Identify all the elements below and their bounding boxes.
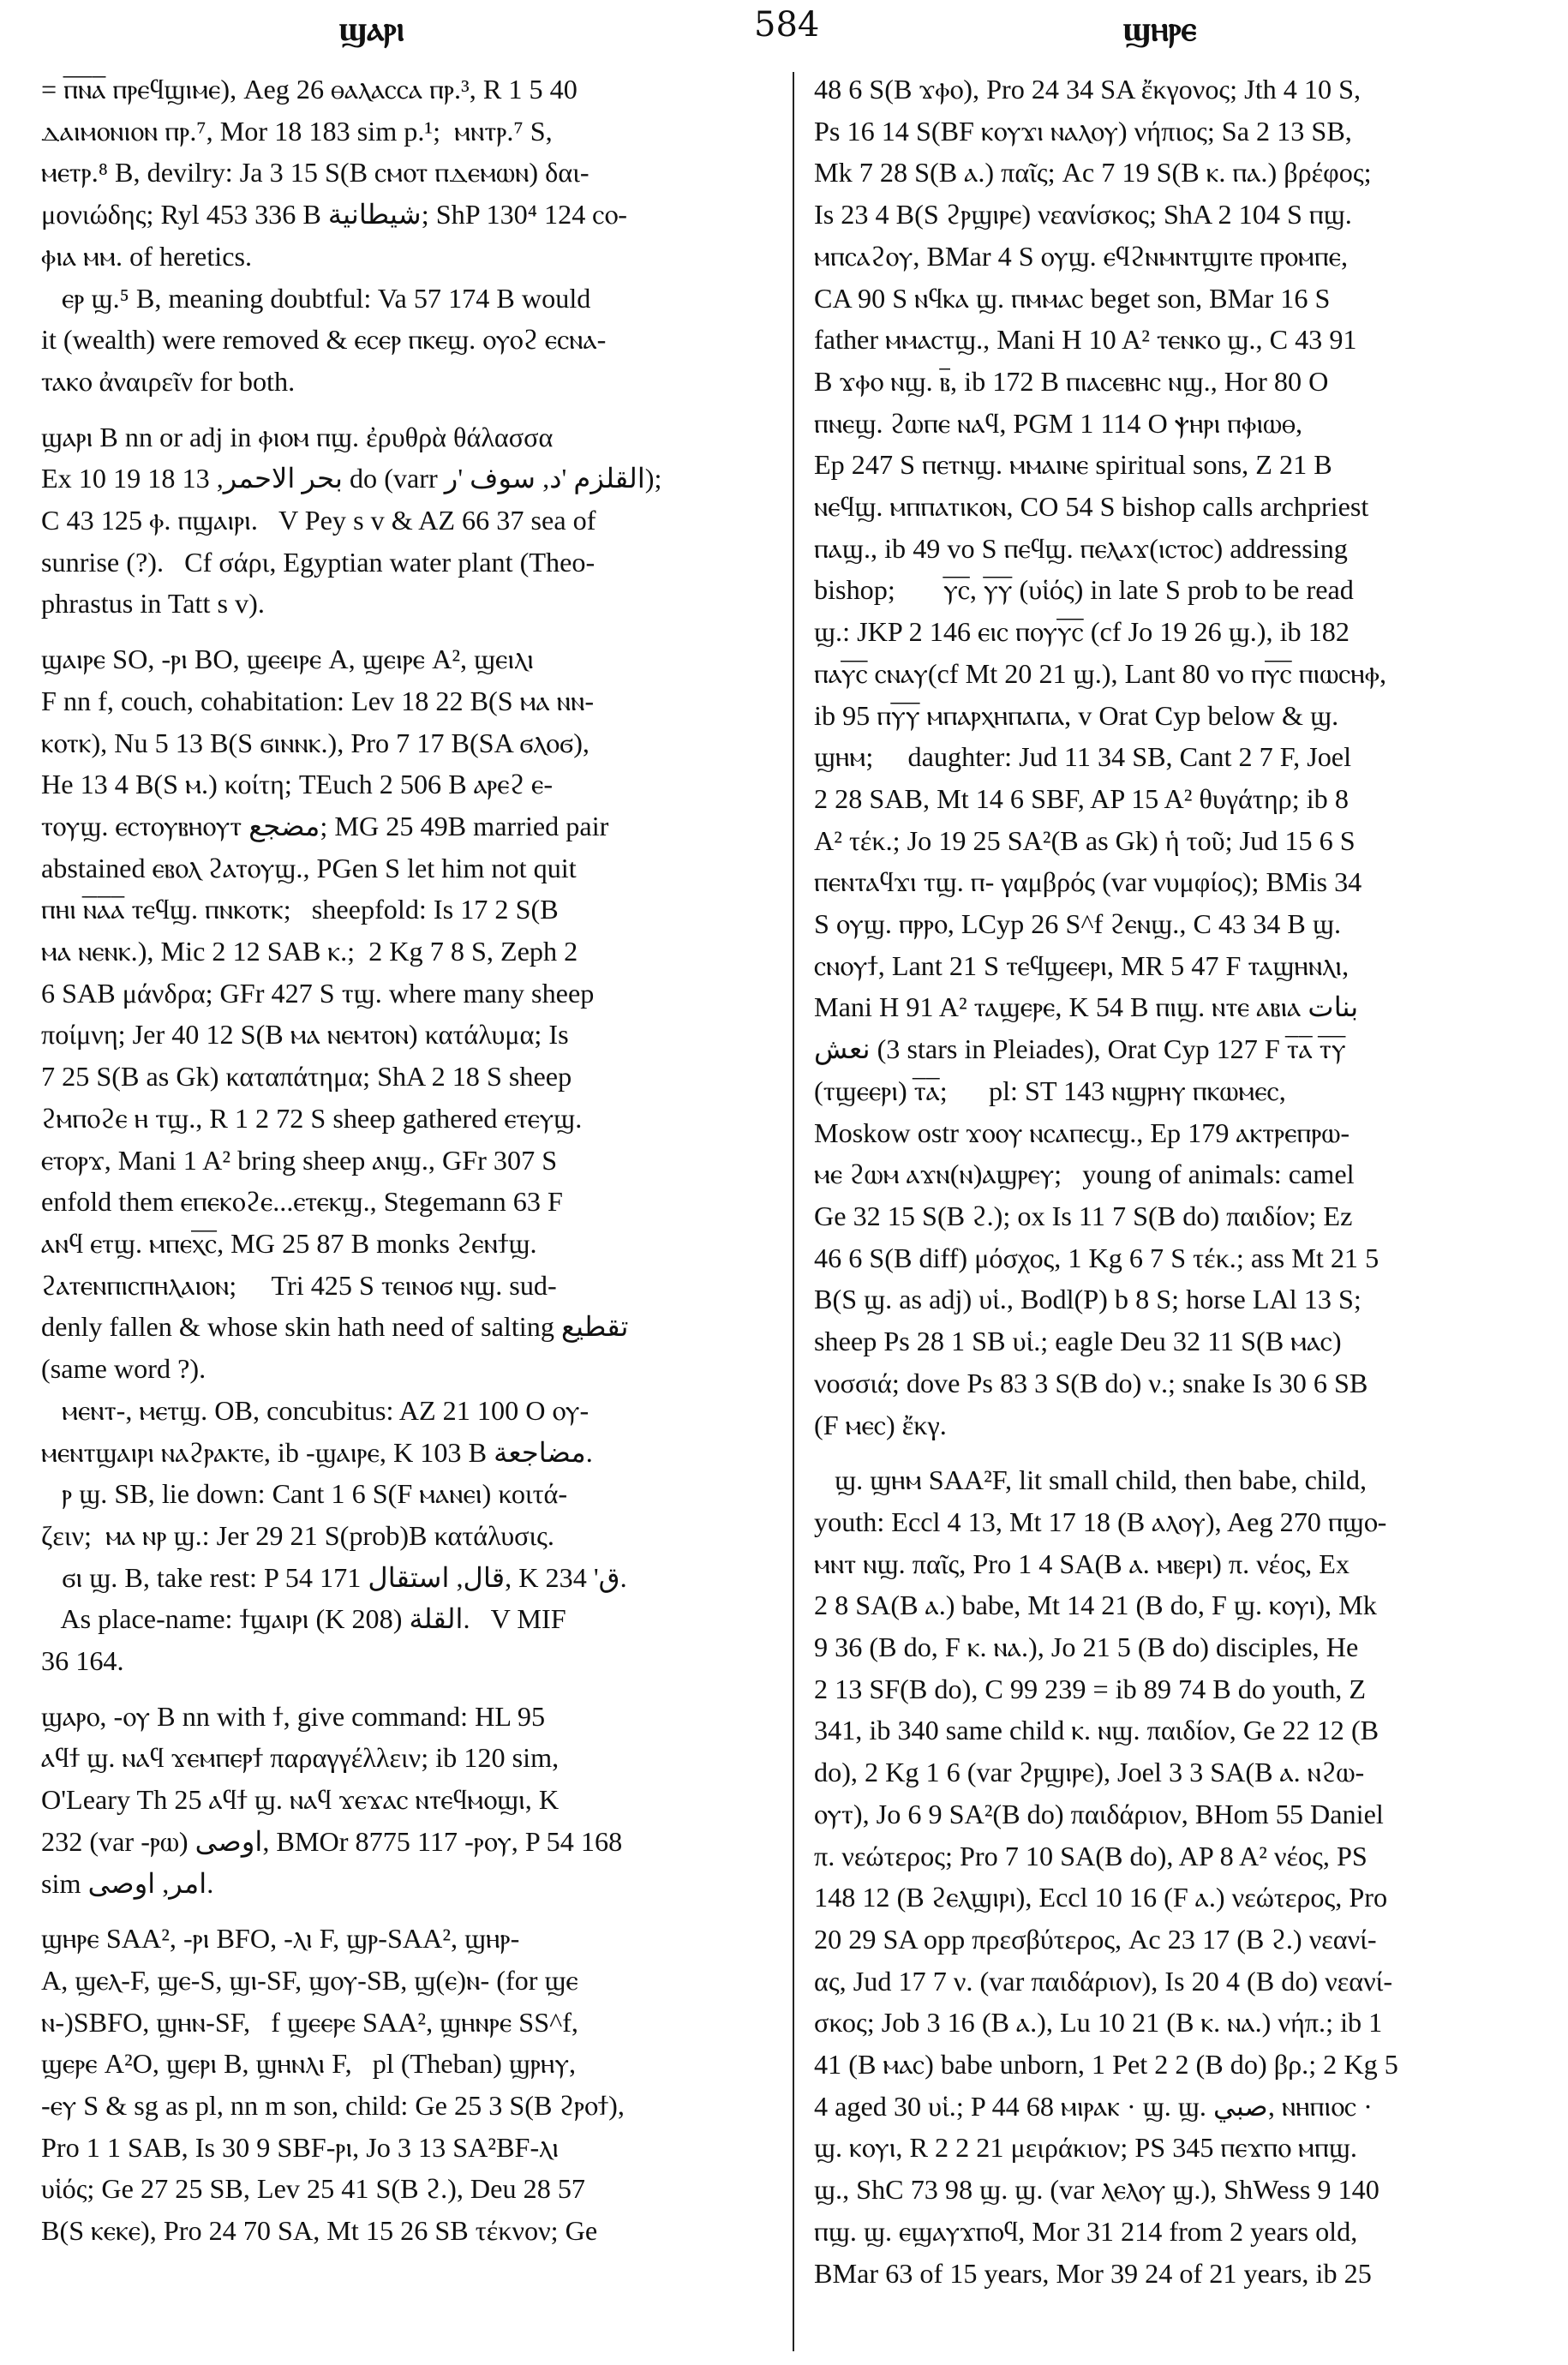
text-line: ας, Jud 17 7 ν. (var παιδάριον), Is 20 4 (B do) νεανί- [814,1965,1393,1997]
text-line: ϣⲁⲣⲓ B nn or adj in ⲫⲓⲟⲙ ⲡϣ. ἐρυθρὰ θάλασσα [41,421,554,452]
text-line: ⲡⲁϣ., ib 49 vo S ⲡⲉϥϣ. ⲡⲉⲗⲁϫ(ⲓⲥⲧⲟⲥ) addressing [814,532,1348,564]
text-line [41,1682,778,1696]
text-line: BMar 63 of 15 years, Mor 39 24 of 21 years, ib 25 [814,2257,1372,2289]
text-line: C 43 125 ⲫ. ⲡϣⲁⲓⲣⲓ. V Pey s v & AZ 66 37 sea of [41,505,596,536]
text-line: F nn f, couch, cohabitation: Lev 18 22 B(S ⲙⲁ ⲛⲛ- [41,685,595,716]
text-line: Pro 1 1 SAB, Is 30 9 SBF-ⲣⲓ, Jo 3 13 SA²BF-ⲗⲓ [41,2131,559,2163]
text-line: ib 95 ⲡⲩ̅ⲩ̅ ⲙⲡⲁⲣⲭⲏⲡⲁⲡⲁ, v Orat Cyp below & ϣ. [814,699,1339,731]
text-line: 41 (B ⲙⲁⲥ) babe unborn, 1 Pet 2 2 (B do) βρ.; 2 Kg 5 [814,2049,1398,2081]
text-line: ⲙⲉⲛⲧ-, ⲙⲉⲧϣ. OB, concubitus: AZ 21 100 O ⲟⲩ- [41,1394,589,1426]
text-line: phrastus in Tatt s v). [41,588,265,620]
text-line: ⲉⲣ ϣ.⁵ B, meaning doubtful: Va 57 174 B would [41,282,591,314]
text-line: Ep 247 S ⲡⲉⲧⲛϣ. ⲙⲙⲁⲓⲛⲉ spiritual sons, Z 21 B [814,449,1332,481]
text-line [814,1446,1535,1459]
text-line: (F ⲙⲉⲥ) ἔκγ. [814,1409,947,1440]
text-line: ϣⲁⲣⲟ, -ⲟⲩ B nn with ϯ, give command: HL 95 [41,1700,546,1732]
text-line: 341, ib 340 same child ⲕ. ⲛϣ. παιδίον, Ge 22 12 (B [814,1715,1379,1746]
page-header [0,5,1568,65]
text-line [41,1904,778,1918]
text-line: 232 (var -ⲣⲱ) اوصى, BMOr 8775 117 -ⲣⲟⲩ, P 54 168 [41,1825,623,1857]
text-line: 36 164. [41,1645,124,1677]
text-line [41,625,778,638]
text-line: Ps 16 14 S(BF ⲕⲟⲩϫⲓ ⲛⲁⲗⲟⲩ) νήπιος; Sa 2 13 SB, [814,115,1352,147]
text-line: 2 28 SAB, Mt 14 6 SBF, AP 15 A² θυγάτηρ; ib 8 [814,782,1349,814]
text-line: Mk 7 28 S(B ⲁ.) παῖς; Ac 7 19 S(B ⲕ. ⲡⲁ.) βρέφος; [814,157,1372,189]
text-line: ⲡⲛⲉϣ. ϩⲱⲡⲉ ⲛⲁϥ, PGM 1 114 O ⲯⲏⲣⲓ ⲡⲫⲓⲱⲑ, [814,407,1302,439]
text-line: A, ϣⲉⲗ-F, ϣⲉ-S, ϣⲓ-SF, ϣⲟⲩ-SB, ϣ(ⲉ)ⲛ- (for ϣⲉ [41,1964,578,1996]
text-line: bishop; ⲩ̅ⲥ̅, ⲩ̅ⲩ̅ (υἱός) in late S prob to be read [814,574,1354,606]
text-line: CA 90 S ⲛϥⲕⲁ ϣ. ⲡⲙⲙⲁⲥ beget son, BMar 16 S [814,282,1331,314]
text-line: B(S ⲕⲉⲕⲉ), Pro 24 70 SA, Mt 15 26 SB τέκνον; Ge [41,2215,598,2247]
text-line: ⲉⲧⲟⲣϫ, Mani 1 A² bring sheep ⲁⲛϣ., GFr 307 S [41,1144,558,1176]
text-line: O'Leary Th 25 ⲁϥϯ ϣ. ⲛⲁϥ ϫⲉϫⲁⲥ ⲛⲧⲉϥⲙⲟϣⲓ, K [41,1784,560,1816]
text-line: 6 SAB μάνδρα; GFr 427 S ⲧϣ. where many sheep [41,977,595,1009]
text-line: ⲡⲁⲩ̅ⲥ̅ ⲥⲛⲁⲩ(cf Mt 20 21 ϣ.), Lant 80 vo ⲡⲩ̅ⲥ̅ ⲡⲓⲱⲥⲏⲫ, [814,657,1387,689]
text-line: ϣ., ShC 73 98 ϣ. ϣ. (var ⲗⲉⲗⲟⲩ ϣ.), ShWess 9 140 [814,2174,1379,2206]
text-line: π. νεώτερος; Pro 7 10 SA(B do), AP 8 A² νέος, PS [814,1840,1368,1871]
text-line: sim امر, اوصى. [41,1867,214,1899]
text-line [41,403,778,416]
text-line: 2 13 SF(B do), C 99 239 = ib 89 74 B do youth, Z [814,1673,1367,1704]
text-line: = ⲡ̅ⲛ̅ⲁ̅ ⲡⲣⲉϥϣⲓⲙⲉ), Aeg 26 ⲑⲁⲗⲁⲥⲥⲁ ⲡⲣ.³, R 1 5 40 [41,74,578,105]
text-line: ⲡϣ. ϣ. ⲉϣⲁⲩϫⲡⲟϥ, Mor 31 214 from 2 years old, [814,2215,1358,2247]
text-line: A² τέκ.; Jo 19 25 SA²(B as Gk) ἡ τοῦ; Jud 15 6 S [814,824,1356,856]
column-divider [793,72,794,2351]
text-line: ⲙⲉⲧⲣ.⁸ B, devilry: Ja 3 15 S(B ⲥⲙⲟⲧ ⲡⲇⲉⲙⲱⲛ) δαι- [41,157,589,189]
text-line: ⲡⲉⲛⲧⲁϥϫⲓ ⲧϣ. ⲡ- γαμβρός (var νυμφίος); BMis 34 [814,866,1362,898]
page-number: 584 [754,5,820,45]
text-line: ϣ.: JKP 2 146 ⲉⲓⲥ ⲡⲟⲩⲩ̅ⲥ̅ (cf Jo 19 26 ϣ.), ib 182 [814,616,1350,648]
text-line: 7 25 S(B as Gk) καταπάτημα; ShA 2 18 S sheep [41,1061,572,1093]
text-line: ϣⲉⲣⲉ A²O, ϣⲉⲣⲓ B, ϣⲏⲛⲗⲓ F, pl (Theban) ϣⲣⲏⲩ, [41,2048,577,2080]
text-line: ϩⲙⲡⲟϩⲉ ⲏ ⲧϣ., R 1 2 72 S sheep gathered ⲉⲧⲉⲩϣ. [41,1102,583,1134]
text-line: ⲟⲩⲧ), Jo 6 9 SA²(B do) παιδάριον, BHom 55 Daniel [814,1798,1384,1829]
text-line: ποίμνη; Jer 40 12 S(B ⲙⲁ ⲛⲉⲙⲧⲟⲛ) κατάλυμα; Is [41,1019,569,1051]
text-line: ⲁϥϯ ϣ. ⲛⲁϥ ϫⲉⲙⲡⲉⲣϯ παραγγέλλειν; ib 120 sim, [41,1742,560,1774]
text-line: ϣⲏⲣⲉ SAA², -ⲣⲓ BFO, -ⲗⲓ F, ϣⲣ-SAA², ϣⲏⲣ- [41,1923,520,1955]
text-line: ϭⲓ ϣ. B, take rest: P 54 171 قال, استقال, K 234 'ق. [41,1561,627,1593]
text-line: ϣⲏⲙ; daughter: Jud 11 34 SB, Cant 2 7 F, Joel [814,741,1352,773]
text-line: نعش (3 stars in Pleiades), Orat Cyp 127 F ⲧ̅ⲁ̅ ⲧ̅ⲩ̅ [814,1033,1346,1065]
text-line: 20 29 SA opp πρεσβύτερος, Ac 23 17 (B ϩ.) νεανί- [814,1923,1377,1955]
text-line: ⲡⲏⲓ ⲛ̅ⲁ̅ⲁ̅ ⲧⲉϥϣ. ⲡⲛⲕⲟⲧⲕ; sheepfold: Is 17 2 S(B [41,894,559,925]
text-line: 46 6 S(B diff) μόσχος, 1 Kg 6 7 S τέκ.; ass Mt 21 5 [814,1242,1379,1273]
text-line: ϩⲁⲧⲉⲛⲡⲓⲥⲡⲏⲗⲁⲓⲟⲛ; Tri 425 S ⲧⲉⲓⲛⲟϭ ⲛϣ. sud- [41,1269,557,1301]
text-line: 48 6 S(B ϫⲫⲟ), Pro 24 34 SA ἔκγονος; Jth 4 10 S, [814,74,1362,105]
text-line: sunrise (?). Cf σάρι, Egyptian water plant (Theo- [41,546,595,578]
text-line: ⲙⲉⲛⲧϣⲁⲓⲣⲓ ⲛⲁϩⲣⲁⲕⲧⲉ, ib -ϣⲁⲓⲣⲉ, K 103 B مضاجعة. [41,1436,593,1468]
text-line: 9 36 (B do, F ⲕ. ⲛⲁ.), Jo 21 5 (B do) disciples, He [814,1632,1359,1663]
text-line: B ϫⲫⲟ ⲛϣ. ⲃ̅, ib 172 B ⲡⲓⲁⲥⲉⲃⲏⲥ ⲛϣ., Hor 80 O [814,365,1329,397]
text-line: ζειν; ⲙⲁ ⲛⲣ ϣ.: Jer 29 21 S(prob)B κατάλυσις. [41,1519,554,1551]
text-line: (ⲧϣⲉⲉⲣⲓ) ⲧ̅ⲁ̅; pl: ST 143 ⲛϣⲣⲏⲩ ⲡⲕⲱⲙⲉⲥ, [814,1075,1286,1106]
text-line: ⲛⲉϥϣ. ⲙⲡⲡⲁⲧⲓⲕⲟⲛ, CO 54 S bishop calls archpriest [814,491,1369,523]
text-line: Mani H 91 A² ⲧⲁϣⲉⲣⲉ, K 54 B ⲡⲓϣ. ⲛⲧⲉ ⲁⲃⲓⲁ بنات [814,991,1359,1023]
text-line: denly fallen & whose skin hath need of salting تقطيع [41,1311,629,1343]
text-line: ⲙⲉ ϩⲱⲙ ⲁϫⲛ(ⲛ)ⲁϣⲣⲉⲩ; young of animals: camel [814,1159,1355,1190]
text-line: As place-name: ϯϣⲁⲓⲣⲓ (K 208) القلة. V MIF [41,1603,566,1635]
text-line: ⲕⲟⲧⲕ), Nu 5 13 B(S ϭⲓⲛⲛⲕ.), Pro 7 17 B(SA ϭⲗⲟϭ), [41,727,589,758]
text-line: do), 2 Kg 1 6 (var ϩⲣϣⲓⲣⲉ), Joel 3 3 SA(B ⲁ. ⲛϩⲱ- [814,1757,1365,1788]
text-line: ϣ. ϣⲏⲙ SAA²F, lit small child, then babe, child, [814,1464,1367,1496]
text-line: Ge 32 15 S(B ϩ.); ox Is 11 7 S(B do) παιδίον; Ez [814,1200,1353,1231]
text-line: Moskow ostr ϫⲟⲟⲩ ⲛⲥⲁⲡⲉⲥϣ., Ep 179 ⲁⲕⲧⲣⲉⲡⲣⲱ- [814,1117,1350,1148]
text-line: νοσσιά; dove Ps 83 3 S(B do) ν.; snake Is 30 6 SB [814,1367,1368,1398]
text-line: ⲣ ϣ. SB, lie down: Cant 1 6 S(F ⲙⲁⲛⲉⲓ) κοιτά- [41,1478,568,1510]
text-line: sheep Ps 28 1 SB υἱ.; eagle Deu 32 11 S(B ⲙⲁⲥ) [814,1326,1342,1357]
text-line: υἱός; Ge 27 25 SB, Lev 25 41 S(B ϩ.), Deu 28 57 [41,2173,586,2205]
text-line: ⲁⲛϥ ⲉⲧϣ. ⲙⲡⲉⲭ̅ⲥ̅, MG 25 87 B monks ϩⲉⲛϯϣ. [41,1227,537,1259]
text-line: youth: Eccl 4 13, Mt 17 18 (B ⲁⲗⲟⲩ), Aeg 270 ⲡϣⲟ- [814,1506,1387,1537]
text-line: ⲧⲁⲕⲟ ἀναιρεῖν for both. [41,365,296,397]
text-line: ⲙⲛⲧ ⲛϣ. παῖς, Pro 1 4 SA(B ⲁ. ⲙⲃⲉⲣⲓ) π. νέος, Ex [814,1548,1350,1579]
left-column [41,69,778,2348]
text-line: abstained ⲉⲃⲟⲗ ϩⲁⲧⲟⲩϣ., PGen S let him not quit [41,852,577,883]
text-line: -ⲉⲩ S & sg as pl, nn m son, child: Ge 25 3 S(B ϩⲣⲟϯ), [41,2090,625,2122]
text-line: ϣⲁⲓⲣⲉ SO, -ⲣⲓ BO, ϣⲉⲉⲓⲣⲉ A, ϣⲉⲓⲣⲉ A², ϣⲉⲓⲗⲓ [41,644,534,675]
text-line: ⲇⲁⲓⲙⲟⲛⲓⲟⲛ ⲡⲣ.⁷, Mor 18 183 sim p.¹; ⲙⲛⲧⲣ.⁷ S, [41,115,553,147]
text-line: 4 aged 30 υἱ.; P 44 68 ⲙⲓⲣⲁⲕ · ϣ. ϣ. صبي, ⲛⲏⲡⲓⲟⲥ · [814,2090,1373,2122]
text-line: enfold them ⲉⲡⲉⲕⲟϩⲉ...ⲉⲧⲉⲕϣ., Stegemann 63 F [41,1186,563,1218]
text-line: father ⲙⲙⲁⲥⲧϣ., Mani H 10 A² ⲧⲉⲛⲕⲟ ϣ., C 43 91 [814,324,1357,356]
text-line: 2 8 SA(B ⲁ.) babe, Mt 14 21 (B do, F ϣ. ⲕⲟⲩⲓ), Mk [814,1590,1377,1621]
text-line: σκος; Job 3 16 (B ⲁ.), Lu 10 21 (B ⲕ. ⲛⲁ.) νήπ.; ib 1 [814,2007,1383,2039]
text-line: μονιώδης; Ryl 453 336 B شيطانية; ShP 130⁴ 124 ⲥⲟ- [41,199,627,231]
text-line: ⲫⲓⲁ ⲙⲙ. of heretics. [41,240,253,272]
text-line: ⲛ-)SBFO, ϣⲏⲛ-SF, f ϣⲉⲉⲣⲉ SAA², ϣⲏⲛⲣⲉ SS^f, [41,2006,578,2038]
right-running-headword: ϣⲏⲣⲉ [1122,9,1197,49]
text-line: (same word ?). [41,1353,206,1385]
text-line: Is 23 4 B(S ϩⲣϣⲓⲣⲉ) νεανίσκος; ShA 2 104 S ⲡϣ. [814,199,1352,231]
text-line: it (wealth) were removed & ⲉⲥⲉⲣ ⲡⲕⲉϣ. ⲟⲩⲟϩ ⲉⲥⲛⲁ- [41,324,607,356]
right-column [814,69,1535,2348]
text-line: S ⲟⲩϣ. ⲡⲣⲣⲟ, LCyp 26 S^f ϩⲉⲛϣ., C 43 34 B ϣ. [814,908,1342,940]
text-line: He 13 4 B(S ⲙ.) κοίτη; TEuch 2 506 B ⲁⲣⲉϩ ⲉ- [41,769,554,800]
text-line: ϣ. ⲕⲟⲩⲓ, R 2 2 21 μειράκιον; PS 345 ⲡⲉϫⲡⲟ ⲙⲡϣ. [814,2132,1357,2164]
text-line: B(S ϣ. as adj) υἱ., Bodl(P) b 8 S; horse LAl 13 S; [814,1284,1362,1315]
text-line: ⲧⲟⲩϣ. ⲉⲥⲧⲟⲩⲃⲏⲟⲩⲧ مضجع; MG 25 49B married pair [41,810,609,841]
text-line: ⲙⲡⲥⲁϩⲟⲩ, BMar 4 S ⲟⲩϣ. ⲉϥϩⲛⲙⲛⲧϣⲓⲧⲉ ⲡⲣⲟⲙⲡⲉ, [814,240,1349,272]
text-line: Ex 10 19 بحر الاحمر, 13 18 do (varr القلزم 'د, سوف 'ر); [41,463,662,494]
text-line: ⲥⲛⲟⲩϯ, Lant 21 S ⲧⲉϥϣⲉⲉⲣⲓ, MR 5 47 F ⲧⲁϣⲏⲛⲗⲓ, [814,949,1350,981]
text-line: 148 12 (B ϩⲉⲗϣⲓⲣⲓ), Eccl 10 16 (F ⲁ.) νεώτερος, Pro [814,1882,1388,1913]
text-line: ⲙⲁ ⲛⲉⲛⲕ.), Mic 2 12 SAB ⲕ.; 2 Kg 7 8 S, Zeph 2 [41,936,578,967]
left-running-headword: ϣⲁⲣⲓ [338,9,405,49]
